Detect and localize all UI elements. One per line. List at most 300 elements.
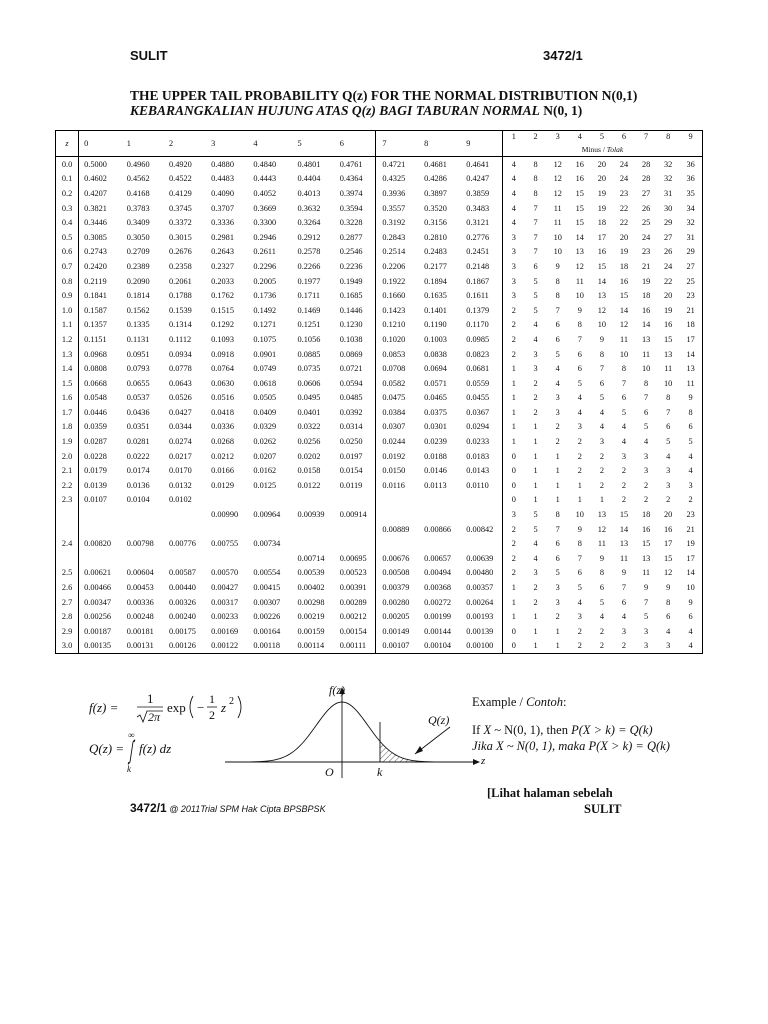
probability-cell: 0.0113: [424, 480, 447, 490]
probability-cell: 0.0764: [211, 364, 234, 374]
minus-cell: 1: [502, 609, 524, 624]
minus-cell: 5: [644, 422, 649, 432]
minus-digit-header-3: 3: [547, 131, 569, 143]
probability-cell: 0.00317: [211, 597, 239, 607]
probability-cell: 0.4325: [376, 172, 418, 187]
minus-cell: 3: [555, 597, 560, 607]
probability-cell: 0.0735: [297, 364, 321, 374]
probability-cell: 0.0294: [466, 422, 490, 432]
probability-cell: 0.0262: [253, 437, 277, 447]
minus-cell: 12: [597, 305, 607, 315]
probability-cell: 0.0307: [376, 420, 418, 435]
minus-cell: 27: [641, 188, 651, 198]
formula-q-lhs: Q(z) =: [89, 741, 125, 756]
z-value-cell: 0.2: [56, 186, 79, 201]
formula-int-upper: ∞: [128, 730, 135, 740]
probability-cell: 0.0526: [168, 393, 192, 403]
minus-cell: 6: [599, 583, 604, 593]
minus-cell: 6: [555, 334, 560, 344]
minus-cell: 6: [644, 407, 649, 417]
probability-cell: 0.00964: [253, 510, 281, 520]
probability-cell: 0.00298: [297, 597, 325, 607]
probability-cell: 0.3483: [466, 203, 490, 213]
minus-cell: 11: [664, 364, 673, 374]
z-value-cell: 1.5: [56, 376, 79, 391]
minus-cell: 1: [599, 495, 604, 505]
table-row: [56, 230, 703, 245]
minus-cell: 11: [575, 276, 584, 286]
minus-cell: 20: [664, 291, 673, 301]
probability-cell: 0.3632: [297, 203, 321, 213]
minus-cell: 19: [597, 188, 607, 198]
minus-cell: 9: [577, 305, 582, 315]
example-line-ms: Jika X ~ N(0, 1), maka P(X > k) = Q(k): [472, 739, 670, 753]
minus-cell: 3: [502, 288, 524, 303]
minus-cell: 0: [502, 463, 524, 478]
minus-cell: 4: [621, 422, 627, 432]
minus-cell: 13: [597, 510, 607, 520]
minus-cell: 16: [619, 276, 629, 286]
minus-cell: 36: [679, 172, 702, 187]
probability-cell: 0.00336: [126, 597, 154, 607]
minus-cell: 1: [555, 480, 560, 490]
minus-cell: 3: [666, 466, 671, 476]
minus-cell: 19: [597, 203, 607, 213]
probability-cell: 0.00114: [292, 639, 334, 654]
probability-cell: 0.0618: [253, 378, 277, 388]
table-cell: [460, 493, 502, 508]
minus-cell: 15: [575, 218, 584, 228]
probability-cell: 0.4880: [211, 159, 234, 169]
minus-cell: 11: [642, 349, 651, 359]
minus-cell: 6: [621, 393, 627, 403]
minus-cell: 15: [597, 261, 607, 271]
z-value-cell: 1.8: [56, 420, 79, 435]
minus-cell: 1: [502, 391, 524, 406]
probability-cell: 0.2327: [211, 261, 234, 271]
probability-cell: 0.4562: [126, 174, 150, 184]
probability-cell: 0.1112: [168, 334, 192, 344]
minus-cell: 2: [591, 639, 613, 654]
minus-cell: 5: [533, 305, 538, 315]
minus-cell: 12: [553, 188, 562, 198]
probability-cell: 0.1003: [424, 334, 447, 344]
minus-cell: 7: [644, 393, 649, 403]
probability-cell: 0.4129: [168, 188, 192, 198]
minus-cell: 15: [619, 291, 629, 301]
probability-cell: 0.00604: [126, 568, 154, 578]
minus-cell: 4: [666, 626, 671, 636]
probability-cell: 0.0708: [376, 361, 418, 376]
probability-cell: 0.0256: [297, 437, 321, 447]
probability-cell: 0.0217: [168, 451, 192, 461]
probability-cell: 0.2148: [466, 261, 490, 271]
minus-cell: 20: [664, 510, 673, 520]
minus-cell: 8: [644, 378, 649, 388]
minus-cell: 29: [664, 218, 673, 228]
minus-cell: 2: [533, 597, 538, 607]
probability-cell: 0.1788: [168, 291, 192, 301]
probability-cell: 0.4364: [339, 174, 363, 184]
minus-cell: 18: [597, 218, 607, 228]
minus-cell: 4: [599, 612, 604, 622]
minus-cell: 6: [577, 568, 582, 578]
z-value-cell: 0.3: [56, 201, 79, 216]
probability-cell: 0.3520: [424, 203, 447, 213]
probability-cell: 0.0475: [376, 391, 418, 406]
probability-cell: 0.0537: [126, 393, 150, 403]
minus-cell: 10: [619, 349, 629, 359]
minus-cell: 8: [555, 276, 560, 286]
minus-cell: 4: [533, 320, 538, 330]
minus-cell: 5: [621, 407, 627, 417]
minus-cell: 9: [666, 583, 671, 593]
probability-cell: 0.3669: [253, 203, 277, 213]
minus-cell: 7: [666, 407, 671, 417]
probability-cell: 0.00154: [339, 626, 367, 636]
table-row: [56, 595, 703, 610]
probability-cell: 0.0166: [211, 466, 234, 476]
minus-cell: 8: [533, 159, 538, 169]
probability-cell: 0.0287: [79, 434, 121, 449]
example-heading-colon: :: [562, 695, 567, 709]
minus-cell: 0: [502, 493, 524, 508]
title-malay-italic: KEBARANGKALIAN HUJUNG ATAS Q(z) BAGI TABURAN NORMAL: [130, 103, 540, 118]
z-value-cell: 1.4: [56, 361, 79, 376]
probability-cell: 0.1075: [253, 334, 277, 344]
probability-cell: 0.3897: [424, 188, 447, 198]
probability-cell: 0.00175: [168, 626, 196, 636]
table-row: [56, 463, 703, 478]
probability-cell: 0.0344: [168, 422, 192, 432]
probability-cell: 0.1685: [339, 291, 363, 301]
minus-cell: 12: [553, 174, 562, 184]
probability-cell: 0.00256: [79, 609, 121, 624]
table-cell: [334, 522, 376, 537]
minus-cell: 4: [577, 597, 582, 607]
table-row: [56, 288, 703, 303]
z-value-cell: 0.9: [56, 288, 79, 303]
table-cell: [418, 493, 460, 508]
probability-cell: 0.0192: [376, 449, 418, 464]
minus-cell: 4: [679, 624, 702, 639]
minus-cell: 10: [641, 364, 651, 374]
minus-cell: 3: [644, 451, 649, 461]
minus-cell: 12: [619, 320, 629, 330]
probability-cell: 0.00523: [339, 568, 367, 578]
minus-cell: 13: [664, 349, 673, 359]
formula-int-lower: k: [127, 764, 131, 774]
minus-cell: 18: [641, 291, 651, 301]
minus-cell: 3: [555, 393, 560, 403]
minus-cell: 1: [547, 639, 569, 654]
minus-cell: 20: [597, 174, 607, 184]
table-cell: [56, 507, 79, 522]
minus-cell: 11: [642, 568, 651, 578]
z-column-header: z: [56, 131, 79, 157]
probability-cell: 0.1515: [211, 305, 234, 315]
minus-cell: 28: [641, 159, 651, 169]
table-cell: [205, 493, 247, 508]
table-row: [56, 347, 703, 362]
minus-cell: 21: [679, 303, 702, 318]
probability-cell: 0.3557: [376, 201, 418, 216]
probability-cell: 0.0179: [79, 463, 121, 478]
probability-cell: 0.0202: [297, 451, 321, 461]
minus-cell: 8: [577, 320, 582, 330]
minus-cell: 6: [533, 261, 538, 271]
probability-cell: 0.1038: [339, 334, 363, 344]
probability-cell: 0.3336: [211, 218, 234, 228]
table-row: [56, 566, 703, 581]
probability-cell: 0.0594: [339, 378, 363, 388]
minus-cell: 4: [599, 407, 604, 417]
minus-cell: 22: [664, 276, 673, 286]
minus-cell: 1: [502, 405, 524, 420]
probability-cell: 0.4801: [297, 159, 321, 169]
minus-cell: 4: [679, 449, 702, 464]
minus-cell: 3: [502, 259, 524, 274]
minus-cell: 2: [502, 551, 524, 566]
table-row: [56, 318, 703, 333]
minus-cell: 17: [597, 232, 607, 242]
minus-cell: 4: [555, 378, 560, 388]
minus-cell: 4: [555, 364, 560, 374]
minus-cell: 3: [599, 437, 604, 447]
minus-cell: 6: [555, 320, 560, 330]
minus-cell: 1: [555, 626, 560, 636]
minus-cell: 2: [533, 393, 538, 403]
minus-cell: 1: [533, 626, 538, 636]
minus-digit-header-8: 8: [657, 131, 679, 143]
graph-fz-label: f(z): [329, 683, 345, 697]
minus-cell: 10: [575, 291, 584, 301]
z-value-cell: 1.6: [56, 391, 79, 406]
minus-label: Minus /: [581, 144, 607, 154]
minus-cell: 6: [621, 597, 627, 607]
minus-cell: 24: [619, 174, 629, 184]
probability-cell: 0.1867: [466, 276, 490, 286]
probability-cell: 0.1539: [168, 305, 192, 315]
probability-cell: 0.00914: [339, 510, 367, 520]
minus-cell: 2: [502, 536, 524, 551]
probability-cell: 0.4090: [211, 188, 234, 198]
minus-cell: 2: [621, 495, 627, 505]
probability-cell: 0.0823: [466, 349, 490, 359]
minus-cell: 3: [666, 480, 671, 490]
minus-cell: 34: [679, 201, 702, 216]
probability-cell: 0.00889: [376, 522, 418, 537]
probability-cell: 0.2266: [297, 261, 321, 271]
minus-cell: 3: [657, 639, 679, 654]
probability-cell: 0.1894: [424, 276, 447, 286]
probability-cell: 0.2912: [297, 232, 321, 242]
probability-cell: 0.00159: [297, 626, 325, 636]
minus-cell: 6: [679, 609, 702, 624]
minus-cell: 8: [533, 188, 538, 198]
probability-cell: 0.4052: [253, 188, 277, 198]
probability-cell: 0.00248: [126, 612, 154, 622]
table-row: [56, 201, 703, 216]
tolak-label: Tolak: [606, 144, 624, 154]
probability-cell: 0.00639: [466, 553, 494, 563]
minus-cell: 1: [502, 420, 524, 435]
digit-header-9: 9: [460, 131, 502, 157]
probability-cell: 0.3264: [297, 218, 321, 228]
minus-cell: 11: [597, 539, 606, 549]
minus-cell: 19: [641, 276, 651, 286]
probability-cell: 0.00587: [168, 568, 196, 578]
digit-header-2: 2: [163, 131, 205, 157]
minus-cell: 3: [502, 230, 524, 245]
probability-cell: 0.0132: [168, 480, 192, 490]
probability-cell: 0.0630: [211, 378, 234, 388]
digit-header-8: 8: [418, 131, 460, 157]
minus-cell: 1: [555, 451, 560, 461]
table-row: [56, 259, 703, 274]
probability-cell: 0.0375: [424, 407, 447, 417]
probability-cell: 0.3085: [79, 230, 121, 245]
minus-cell: 2: [555, 437, 560, 447]
table-cell: [56, 522, 79, 537]
probability-cell: 0.4681: [424, 159, 447, 169]
probability-cell: 0.00272: [424, 597, 452, 607]
minus-cell: 15: [575, 203, 584, 213]
minus-cell: 2: [502, 566, 524, 581]
table-cell: [79, 551, 121, 566]
probability-cell: 0.0495: [297, 393, 321, 403]
probability-cell: 0.3156: [424, 218, 447, 228]
probability-cell: 0.3936: [376, 186, 418, 201]
table-row: [56, 434, 703, 449]
probability-cell: 0.0548: [79, 391, 121, 406]
minus-cell: 2: [502, 347, 524, 362]
probability-cell: 0.1446: [339, 305, 363, 315]
footer-sulit: SULIT: [584, 802, 622, 816]
probability-cell: 0.0681: [466, 364, 490, 374]
table-cell: [376, 536, 418, 551]
minus-cell: 14: [597, 276, 607, 286]
probability-cell: 0.00734: [253, 539, 281, 549]
probability-cell: 0.00233: [211, 612, 239, 622]
probability-cell: 0.00100: [460, 639, 502, 654]
minus-cell: 30: [664, 203, 673, 213]
probability-cell: 0.3594: [339, 203, 363, 213]
minus-cell: 31: [679, 230, 702, 245]
probability-cell: 0.00212: [339, 612, 367, 622]
probability-cell: 0.0244: [376, 434, 418, 449]
minus-cell: 20: [597, 159, 607, 169]
minus-cell: 1: [577, 495, 582, 505]
minus-cell: 15: [619, 510, 629, 520]
minus-cell: 9: [599, 334, 604, 344]
minus-cell: 2: [555, 422, 560, 432]
minus-cell: 2: [621, 480, 627, 490]
minus-cell: 22: [619, 218, 629, 228]
minus-cell: 4: [502, 186, 524, 201]
probability-cell: 0.0721: [339, 364, 363, 374]
minus-tolak-label: [502, 142, 702, 157]
minus-cell: 16: [641, 305, 651, 315]
probability-cell: 0.2358: [168, 261, 192, 271]
minus-cell: 9: [555, 261, 560, 271]
probability-cell: 0.1587: [79, 303, 121, 318]
minus-cell: 7: [533, 203, 538, 213]
probability-cell: 0.00149: [376, 624, 418, 639]
probability-cell: 0.00508: [376, 566, 418, 581]
minus-cell: 3: [502, 245, 524, 260]
minus-cell: 4: [644, 437, 649, 447]
probability-cell: 0.0158: [297, 466, 321, 476]
probability-cell: 0.0455: [466, 393, 490, 403]
minus-cell: 35: [679, 186, 702, 201]
probability-cell: 0.0918: [211, 349, 234, 359]
minus-cell: 3: [577, 612, 582, 622]
probability-cell: 0.4522: [168, 174, 192, 184]
minus-cell: 3: [555, 407, 560, 417]
minus-digit-header-7: 7: [635, 131, 657, 143]
minus-cell: 6: [555, 553, 560, 563]
graph-z-label: z: [481, 755, 485, 767]
z-value-cell: 2.5: [56, 566, 79, 581]
probability-cell: 0.2946: [253, 232, 277, 242]
probability-cell: 0.2810: [424, 232, 447, 242]
minus-cell: 1: [533, 437, 538, 447]
minus-cell: 6: [666, 422, 671, 432]
probability-cell: 0.00131: [121, 639, 163, 654]
table-cell: [460, 536, 502, 551]
minus-cell: 1: [525, 639, 547, 654]
probability-cell: 0.1736: [253, 291, 277, 301]
probability-cell: 0.00798: [126, 539, 154, 549]
probability-cell: 0.2546: [339, 247, 363, 257]
z-value-cell: 1.1: [56, 318, 79, 333]
minus-cell: 15: [641, 539, 651, 549]
minus-cell: 2: [577, 437, 582, 447]
minus-cell: 2: [577, 451, 582, 461]
minus-cell: 19: [679, 536, 702, 551]
minus-cell: 15: [575, 188, 584, 198]
probability-cell: 0.2776: [466, 232, 490, 242]
example-heading-text: Example /: [472, 695, 527, 709]
minus-cell: 4: [533, 553, 538, 563]
minus-cell: 7: [577, 334, 582, 344]
probability-cell: 0.2389: [126, 261, 150, 271]
table-cell: [205, 551, 247, 566]
minus-cell: 27: [664, 232, 673, 242]
minus-cell: 3: [644, 626, 649, 636]
probability-cell: 0.2451: [466, 247, 490, 257]
probability-cell: 0.1949: [339, 276, 363, 286]
minus-cell: 2: [599, 480, 604, 490]
table-cell: [163, 522, 205, 537]
minus-cell: 7: [599, 364, 604, 374]
probability-cell: 0.2420: [79, 259, 121, 274]
probability-cell: 0.1131: [126, 334, 150, 344]
probability-cell: 0.0516: [211, 393, 234, 403]
table-cell: [121, 551, 163, 566]
digit-header-7: 7: [376, 131, 418, 157]
minus-cell: 1: [502, 434, 524, 449]
minus-cell: 10: [664, 378, 673, 388]
minus-cell: 5: [555, 568, 560, 578]
table-row: [56, 186, 703, 201]
minus-cell: 11: [679, 376, 702, 391]
probability-cell: 0.1492: [253, 305, 277, 315]
probability-cell: 0.4920: [168, 159, 192, 169]
probability-cell: 0.00776: [168, 539, 196, 549]
minus-cell: 3: [533, 349, 538, 359]
